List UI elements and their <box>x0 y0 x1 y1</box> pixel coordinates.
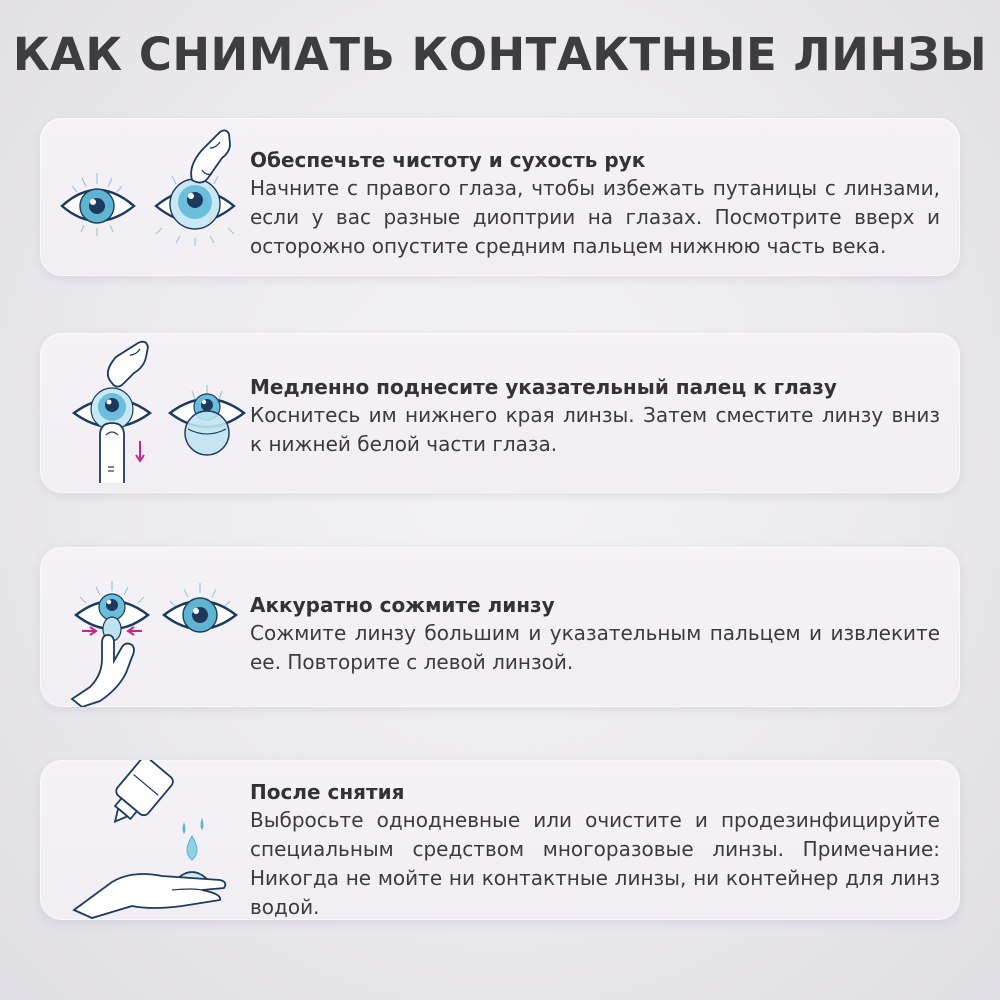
step-card-2 <box>40 333 960 493</box>
solution-bottle-hand-icon <box>52 760 252 920</box>
step-2-heading: Медленно поднесите указательный палец к глазу <box>250 375 837 399</box>
page-title: КАК СНИМАТЬ КОНТАКТНЫЕ ЛИНЗЫ <box>12 28 988 81</box>
step-1-heading: Обеспечьте чистоту и сухость рук <box>250 148 646 172</box>
step-2-body: Коснитесь им нижнего края линзы. Затем сместите линзу вниз к нижней белой части глаза. <box>250 403 940 456</box>
step-card-3 <box>40 547 960 707</box>
eye-with-finger-icon <box>52 118 252 276</box>
step-3-body: Сожмите линзу большим и указательным пальцем и извлеките ее. Повторите с левой линзой. <box>250 621 940 674</box>
step-card-1 <box>40 118 960 276</box>
step-4-body: Выбросьте однодневные или очистите и продезинфицируйте специальным средством многоразовые линзы. Примечание: Никогда не мойте ни контактные линзы, ни контейнер для линз водой. <box>250 808 940 919</box>
step-1-body: Начните с правого глаза, чтобы избежать путаницы с линзами, если у вас разные диоптрии на глазах. Посмотрите вверх и осторожно опустите средним пальцем нижнюю часть века. <box>250 176 940 258</box>
pinch-lens-icon <box>52 547 252 707</box>
finger-slide-lens-icon <box>52 333 252 493</box>
step-card-4 <box>40 760 960 920</box>
step-3-heading: Аккуратно сожмите линзу <box>250 593 555 617</box>
step-4-heading: После снятия <box>250 780 405 804</box>
